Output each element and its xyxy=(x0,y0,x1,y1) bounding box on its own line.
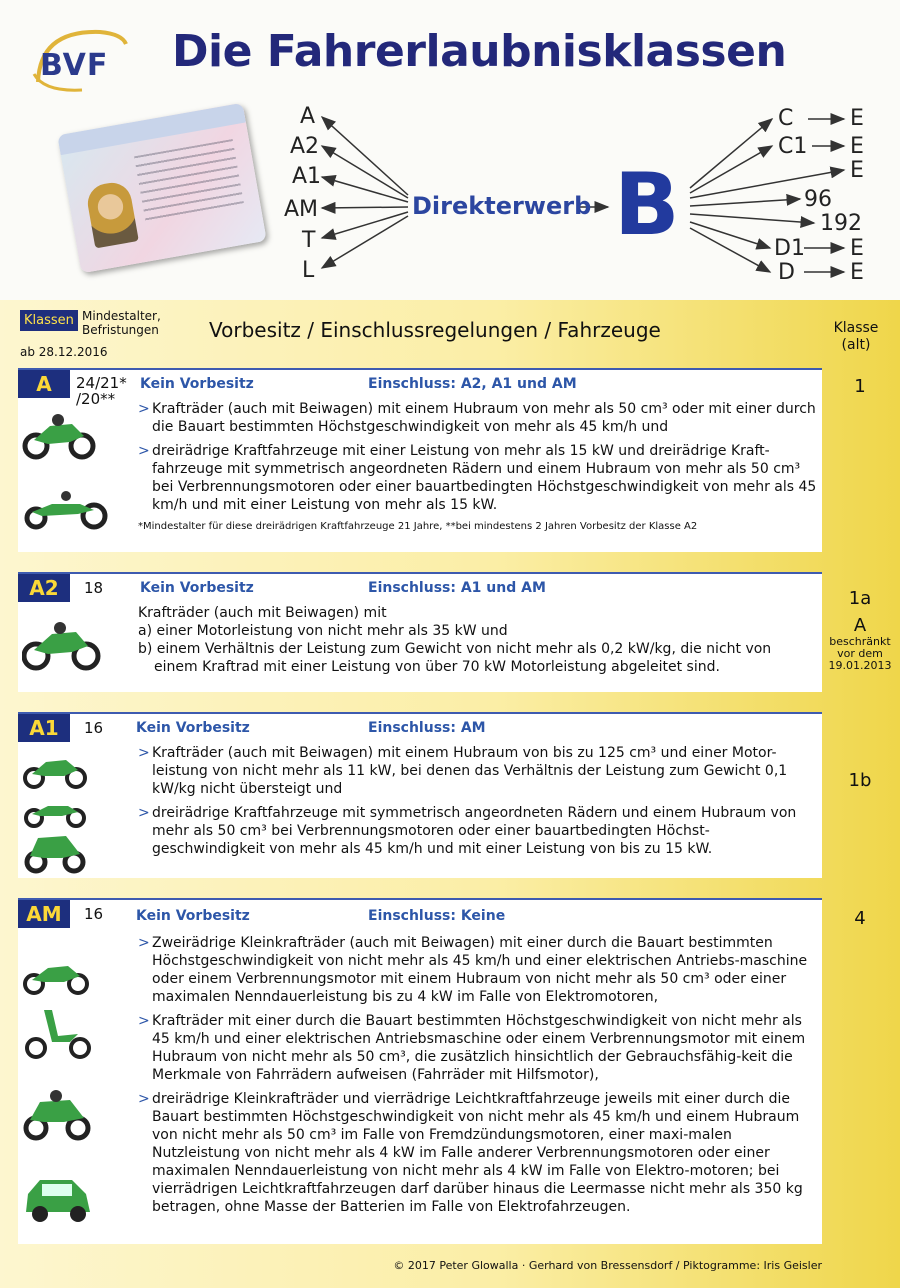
alt-class-a: 1 xyxy=(854,376,866,397)
diagram-class-d: D xyxy=(778,260,795,285)
panel-a2-body xyxy=(138,604,818,676)
scooter-icon xyxy=(22,1004,92,1060)
einschluss-a: Einschluss: A2, A1 und AM xyxy=(368,376,577,392)
bullet-a1-2: > dreirädrige Kraftfahrzeuge mit symmetrisch angeordneten Rädern und einem Hubraum von mehr als 50 cm³ bei Verbrennungsmotoren oder einer bauartbedingten Höchst-geschwindigkeit von mehr als 45 km/h und mit einer Leistung von bis zu 15 kW. xyxy=(138,804,818,858)
trike-icon xyxy=(22,790,88,830)
center-class-b: B xyxy=(614,155,680,255)
diagram-class-96: 96 xyxy=(804,187,832,212)
panel-am-body xyxy=(138,934,818,1222)
class-badge-a: A xyxy=(18,370,70,398)
diagram-class-be: E xyxy=(850,158,864,183)
alt-a2-a: A xyxy=(853,615,867,636)
header-alt-klasse-sub: (alt) xyxy=(841,337,871,353)
header-alt-klasse-label: Klasse xyxy=(833,320,879,336)
bullet-am-3: > dreirädrige Kleinkrafträder und vierrädrige Leichtkraftfahrzeuge jeweils mit einer durch die Bauart bestimmten Höchstgeschwindigkeit von nicht mehr als 45 km/h und einem Hubraum von nicht mehr als 50 cm³ im Falle von Fremdzündungsmotoren, einer maxi-malen Nutzleistung von nicht mehr als 4 kW im Falle anderer Verbrennungsmotoren oder einer maximalen Nenndauerleistung von nicht mehr als 4 kW im Falle von Elektro-motoren; bei vierrädrigen Leichtkraftfahrzeugen darf darüber hinaus die Leermasse nicht mehr als 350 kg betragen, ohne Masse der Batterien im Falle von Elektrofahrzeugen. xyxy=(138,1090,818,1216)
diagram-class-c1: C1 xyxy=(778,134,808,159)
diagram-class-192: 192 xyxy=(820,211,862,236)
panel-class-a1 xyxy=(18,712,872,878)
alt-a2-note2: vor dem xyxy=(837,647,883,660)
bullet-a-2: > dreirädrige Kraftfahrzeuge mit einer Leistung von mehr als 15 kW und dreirädrige Kraft-fahrzeuge mit symmetrisch angeordneten Rädern und einem Hubraum von mehr als 50 cm³ bei Verbrennungsmotoren oder einer bauartbedingten Höchstgeschwindigkeit von mehr als 45 km/h und mit einer Leistung von mehr als 15 kW. xyxy=(138,442,818,514)
header-ab-datum: ab 28.12.2016 xyxy=(20,345,108,359)
diagram-class-l: L xyxy=(302,258,315,283)
diagram-class-a1: A1 xyxy=(292,164,322,189)
bullet-a-1: > Krafträder (auch mit Beiwagen) mit einem Hubraum von mehr als 50 cm³ oder mit einer durch die Bauart bestimmten Höchstgeschwindigkeit von mehr als 45 km/h und xyxy=(138,400,818,436)
diagram-class-d1e: E xyxy=(850,236,864,261)
vorbesitz-a2: Kein Vorbesitz xyxy=(140,580,254,596)
alt-class-am: 4 xyxy=(854,908,866,929)
car-icon xyxy=(22,1174,94,1226)
intro-a2: Krafträder (auch mit Beiwagen) mit xyxy=(138,605,387,621)
panel-a1-body xyxy=(138,744,818,864)
alt-class-a1: 1b xyxy=(848,770,872,791)
age-am: 16 xyxy=(84,905,104,923)
diagram-class-a: A xyxy=(300,104,316,129)
item-a2-b: b) einem Verhältnis der Leistung zum Gewicht von nicht mehr als 0,2 kW/kg, die nicht von einem Kraftrad mit einer Leistung von über 70 kW Motorleistung abgeleitet sind. xyxy=(138,641,772,675)
class-badge-a1: A1 xyxy=(18,714,70,742)
bullet-am-2: > Krafträder mit einer durch die Bauart bestimmten Höchstgeschwindigkeit von nicht mehr als 45 km/h und einer elektrischen Antriebsmaschine oder einem Verbrennungsmotor mit einem Hubraum von nicht mehr als 50 cm³, die zusätzlich hinsichtlich der Gebrauchsfähig-keit die Merkmale von Fahrrädern aufweisen (Fahrräder mit Hilfsmotor), xyxy=(138,1012,818,1084)
diagram-class-t: T xyxy=(302,228,316,253)
panel-class-a xyxy=(18,368,866,552)
age-a xyxy=(76,375,127,407)
age-a-line1: 24/21* xyxy=(76,374,127,392)
diagram-class-de: E xyxy=(850,260,864,285)
motorcycle-icon xyxy=(22,618,102,672)
alt-class-a2 xyxy=(822,588,898,672)
diagram-class-c: C xyxy=(778,106,794,131)
alt-a2-note3: 19.01.2013 xyxy=(828,659,892,672)
einschluss-a1: Einschluss: AM xyxy=(368,720,486,736)
item-a2-a: a) einer Motorleistung von nicht mehr als 35 kW und xyxy=(138,623,508,639)
bullet-a1-1: > Krafträder (auch mit Beiwagen) mit einem Hubraum von bis zu 125 cm³ und einer Motor-leistung von nicht mehr als 11 kW, bei denen das Verhältnis der Leistung zum Gewicht 0,1 kW/kg nicht übersteigt und xyxy=(138,744,818,798)
header-klassen-badge: Klassen xyxy=(20,310,78,331)
copyright: © 2017 Peter Glowalla · Gerhard von Bressensdorf / Piktogramme: Iris Geisler xyxy=(393,1259,822,1272)
quad-icon xyxy=(22,828,88,874)
vorbesitz-a: Kein Vorbesitz xyxy=(140,376,254,392)
footnote-a: *Mindestalter für diese dreirädrigen Kraftfahrzeuge 21 Jahre, **bei mindestens 2 Jahren Vorbesitz der Klasse A2 xyxy=(138,521,698,532)
diagram-class-d1: D1 xyxy=(774,236,805,261)
diagram-class-ce: E xyxy=(850,106,864,131)
motorcycle-icon xyxy=(22,952,92,996)
panel-class-a2 xyxy=(18,572,892,692)
header-mindestalter: Mindestalter, xyxy=(82,309,161,323)
alt-a2-1a: 1a xyxy=(848,588,872,609)
age-a2: 18 xyxy=(84,579,104,597)
diagram-class-a2: A2 xyxy=(290,134,320,159)
direkterwerb-label: Direkterwerb xyxy=(412,192,592,220)
alt-a2-note1: beschränkt xyxy=(829,635,891,648)
vorbesitz-am: Kein Vorbesitz xyxy=(136,908,250,924)
logo-text: BVF xyxy=(40,48,109,83)
einschluss-am: Einschluss: Keine xyxy=(368,908,506,924)
diagram-class-c1e: E xyxy=(850,134,864,159)
panel-a-body xyxy=(138,400,818,533)
header-befristungen: Befristungen xyxy=(82,323,159,337)
motorcycle-icon xyxy=(22,746,88,790)
diagram-class-am: AM xyxy=(284,197,319,222)
header-main-title: Vorbesitz / Einschlussregelungen / Fahrzeuge xyxy=(209,318,661,342)
header-alt-klasse xyxy=(818,320,894,354)
age-a-line2: /20** xyxy=(76,390,116,408)
class-badge-am: AM xyxy=(18,900,70,928)
class-badge-a2: A2 xyxy=(18,574,70,602)
einschluss-a2: Einschluss: A1 und AM xyxy=(368,580,546,596)
class-diagram-arrows xyxy=(0,0,900,300)
bullet-am-1: > Zweirädrige Kleinkrafträder (auch mit Beiwagen) mit einer durch die Bauart bestimmten Höchstgeschwindigkeit von nicht mehr als 45 km/h und einer elektrischen Antriebs-maschine oder einem Verbrennungsmotor mit einem Hubraum von nicht mehr als 50 cm³ oder einer maximalen Nenndauerleistung bis zu 4 kW im Falle von Elektromotoren, xyxy=(138,934,818,1006)
trike-icon xyxy=(22,482,108,532)
page-title: Die Fahrerlaubnisklassen xyxy=(172,26,787,77)
vorbesitz-a1: Kein Vorbesitz xyxy=(136,720,250,736)
age-a1: 16 xyxy=(84,719,104,737)
panel-class-am xyxy=(18,898,866,1244)
quad-icon xyxy=(22,1088,92,1142)
motorcycle-icon xyxy=(22,410,98,460)
